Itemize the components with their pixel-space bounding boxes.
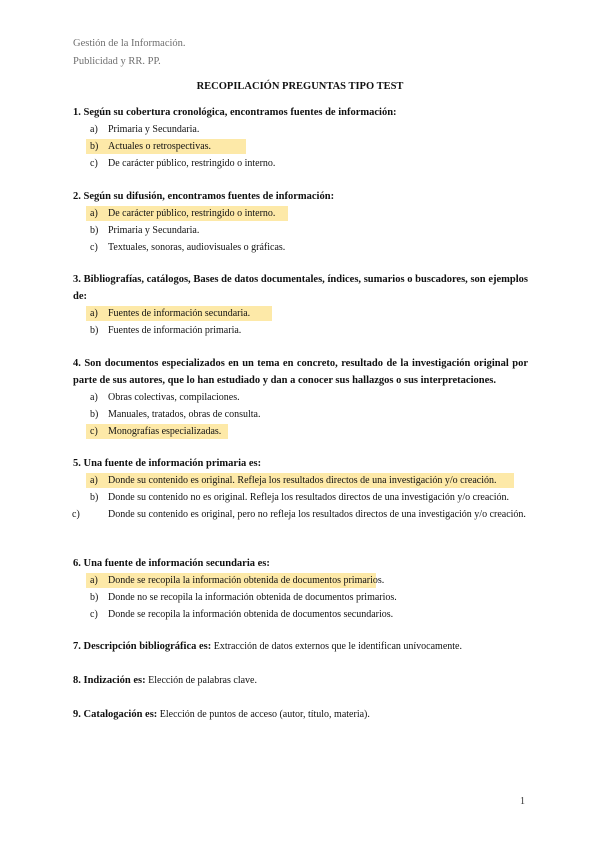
question-1-option-a: a) Primaria y Secundaria. (90, 124, 200, 135)
page-title: RECOPILACIÓN PREGUNTAS TIPO TEST (196, 81, 404, 92)
question-4-option-c: c) Monografías especializadas. (90, 426, 222, 437)
question-3-option-b: b) Fuentes de información primaria. (90, 325, 242, 336)
question-4-option-b: b) Manuales, tratados, obras de consulta. (90, 409, 261, 420)
definition-9: 9. Catalogación es: Elección de puntos de acceso (autor, título, materia). (73, 709, 370, 720)
question-4: 4. Son documentos especializados en un tema en concreto, resultado de la investigación original por parte de sus autores, que lo han estudiado y dan a conocer sus hallazgos o sus interpretaciones. (73, 358, 528, 386)
question-2-option-b: b) Primaria y Secundaria. (90, 225, 200, 236)
question-6-option-c: c) Donde se recopila la información obtenida de documentos secundarios. (90, 609, 394, 620)
question-5-option-a: a) Donde su contenido es original. Refleja los resultados directos de una investigación y/o creación. (90, 475, 497, 486)
question-2: 2. Según su difusión, encontramos fuentes de información: (73, 191, 335, 202)
question-6-option-b: b) Donde no se recopila la información obtenida de documentos primarios. (90, 592, 397, 603)
question-3: 3. Bibliografías, catálogos, Bases de datos documentales, índices, sumarios o buscadores, son ejemplos de: (73, 274, 528, 302)
question-5-option-b: b) Donde su contenido no es original. Refleja los resultados directos de una investigación y/o creación. (90, 492, 510, 503)
definition-7: 7. Descripción bibliográfica es: Extracción de datos externos que le identifican unívocamente. (73, 641, 462, 652)
page-number: 1 (520, 796, 525, 807)
question-2-option-a: a) De carácter público, restringido o interno. (90, 208, 276, 219)
question-1-option-c: c) De carácter público, restringido o interno. (90, 158, 276, 169)
definition-8: 8. Indización es: Elección de palabras clave. (73, 675, 257, 686)
header-degree: Publicidad y RR. PP. (73, 56, 161, 67)
question-1: 1. Según su cobertura cronológica, encontramos fuentes de información: (73, 107, 397, 118)
question-3-option-a: a) Fuentes de información secundaria. (90, 308, 251, 319)
question-2-option-c: c) Textuales, sonoras, audiovisuales o gráficas. (90, 242, 286, 253)
question-1-option-b: b) Actuales o retrospectivas. (90, 141, 212, 152)
question-6-option-a: a) Donde se recopila la información obtenida de documentos primarios. (90, 575, 385, 586)
question-5-option-c: c) Donde su contenido es original, pero no refleja los resultados directos de una investigación y/o creación. (72, 509, 526, 520)
question-6: 6. Una fuente de información secundaria es: (73, 558, 270, 569)
question-5: 5. Una fuente de información primaria es: (73, 458, 262, 469)
question-4-option-a: a) Obras colectivas, compilaciones. (90, 392, 240, 403)
header-course: Gestión de la Información. (73, 38, 186, 49)
